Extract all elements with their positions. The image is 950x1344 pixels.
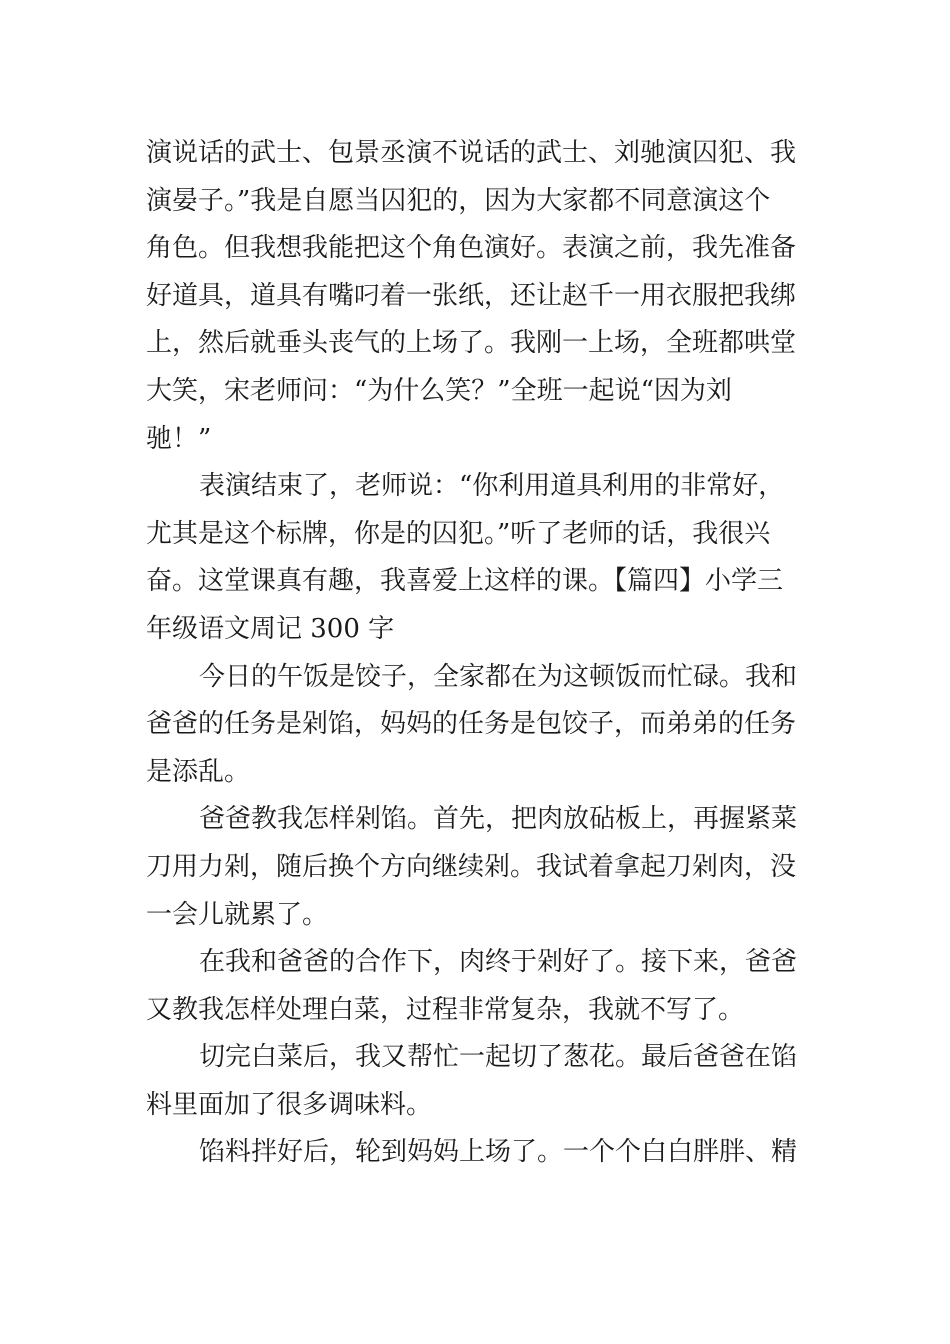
- text-line: 料里面加了很多调味料。: [146, 1089, 433, 1120]
- text-line: 驰！”: [146, 423, 212, 454]
- text-line: 今日的午饭是饺子，全家都在为这顿饭而忙碌。我和: [199, 661, 798, 692]
- document-page: [146, 130, 810, 1177]
- text-line: 馅料拌好后，轮到妈妈上场了。一个个白白胖胖、精: [199, 1137, 798, 1168]
- text-line: 好道具，道具有嘴叼着一张纸，还让赵千一用衣服把我绑: [146, 280, 797, 311]
- text-line: 大笑，宋老师问：“为什么笑？”全班一起说“因为刘: [146, 375, 732, 406]
- text-line: 尤其是这个标牌，你是的囚犯。”听了老师的话，我很兴: [146, 518, 771, 549]
- text-line: 上，然后就垂头丧气的上场了。我刚一上场，全班都哄堂: [146, 328, 797, 359]
- text-line: 角色。但我想我能把这个角色演好。表演之前，我先准备: [146, 233, 797, 264]
- text-line: 切完白菜后，我又帮忙一起切了葱花。最后爸爸在馅: [199, 1042, 798, 1073]
- text-line: 表演结束了，老师说：“你利用道具利用的非常好，: [199, 471, 785, 502]
- text-line: 在我和爸爸的合作下，肉终于剁好了。接下来，爸爸: [199, 947, 798, 978]
- text-line: 刀用力剁，随后换个方向继续剁。我试着拿起刀剁肉，没: [146, 851, 797, 882]
- text-line: 一会儿就累了。: [146, 899, 329, 930]
- text-line: 爸爸教我怎样剁馅。首先，把肉放砧板上，再握紧菜: [199, 804, 798, 835]
- text-line: 爸爸的任务是剁馅，妈妈的任务是包饺子，而弟弟的任务: [146, 709, 797, 740]
- text-line: 年级语文周记 300 字: [146, 613, 395, 644]
- text-line: 演说话的武士、包景丞演不说话的武士、刘驰演囚犯、我: [146, 138, 797, 168]
- text-line: 演晏子。”我是自愿当囚犯的，因为大家都不同意演这个: [146, 185, 771, 216]
- text-line: 奋。这堂课真有趣，我喜爱上这样的课。【篇四】小学三: [146, 566, 784, 597]
- text-line: 是添乱。: [146, 756, 251, 787]
- text-line: 又教我怎样处理白菜，过程非常复杂，我就不写了。: [146, 994, 745, 1025]
